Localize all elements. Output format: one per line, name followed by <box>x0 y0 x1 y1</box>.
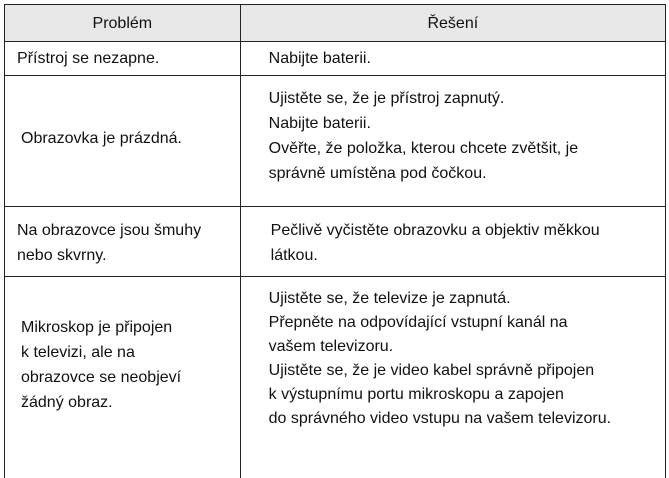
solution-text: do správného video vstupu na vašem televizoru. <box>268 410 612 427</box>
solution-cell <box>241 207 666 276</box>
problem-text: žádný obraz. <box>21 394 113 411</box>
header-problem <box>5 5 241 41</box>
table-row <box>5 42 666 76</box>
solution-text: vašem televizoru. <box>268 338 394 355</box>
problem-cell <box>5 207 241 276</box>
problem-cell <box>5 277 241 478</box>
solution-text: Přepněte na odpovídající vstupní kanál na <box>268 314 568 331</box>
header-solution <box>241 5 666 41</box>
troubleshooting-table <box>4 4 666 478</box>
table-row <box>5 207 666 277</box>
solution-text: Nabijte baterii. <box>268 50 371 67</box>
solution-text: Ověřte, že položka, kterou chcete zvětšit, je <box>268 140 579 157</box>
problem-text: nebo skvrny. <box>17 247 107 264</box>
problem-text: Mikroskop je připojen <box>21 319 173 336</box>
table-header-row <box>5 5 666 42</box>
solution-text: k výstupnímu portu mikroskopu a zapojen <box>268 386 564 403</box>
solution-text: Ujistěte se, že je video kabel správně připojen <box>268 362 595 379</box>
problem-text: Na obrazovce jsou šmuhy <box>17 222 202 239</box>
solution-cell <box>241 277 666 478</box>
problem-cell <box>5 76 241 206</box>
solution-text: Nabijte baterii. <box>268 115 371 132</box>
table-row <box>5 76 666 207</box>
solution-text: látkou. <box>270 247 318 264</box>
header-solution-label: Řešení <box>427 14 479 32</box>
solution-text: Ujistěte se, že je přístroj zapnutý. <box>268 90 505 107</box>
header-problem-label: Problém <box>92 14 153 32</box>
problem-text: Přístroj se nezapne. <box>17 50 160 67</box>
solution-text: Ujistěte se, že televize je zapnutá. <box>268 290 511 307</box>
problem-cell <box>5 42 241 75</box>
solution-cell <box>241 76 666 206</box>
table-row <box>5 277 666 478</box>
solution-text: Pečlivě vyčistěte obrazovku a objektiv měkkou <box>270 222 600 239</box>
problem-text: Obrazovka je prázdná. <box>21 130 182 147</box>
solution-text: správně umístěna pod čočkou. <box>268 165 487 182</box>
solution-cell <box>241 42 666 75</box>
problem-text: obrazovce se neobjeví <box>21 369 182 386</box>
problem-text: k televizi, ale na <box>21 344 135 361</box>
